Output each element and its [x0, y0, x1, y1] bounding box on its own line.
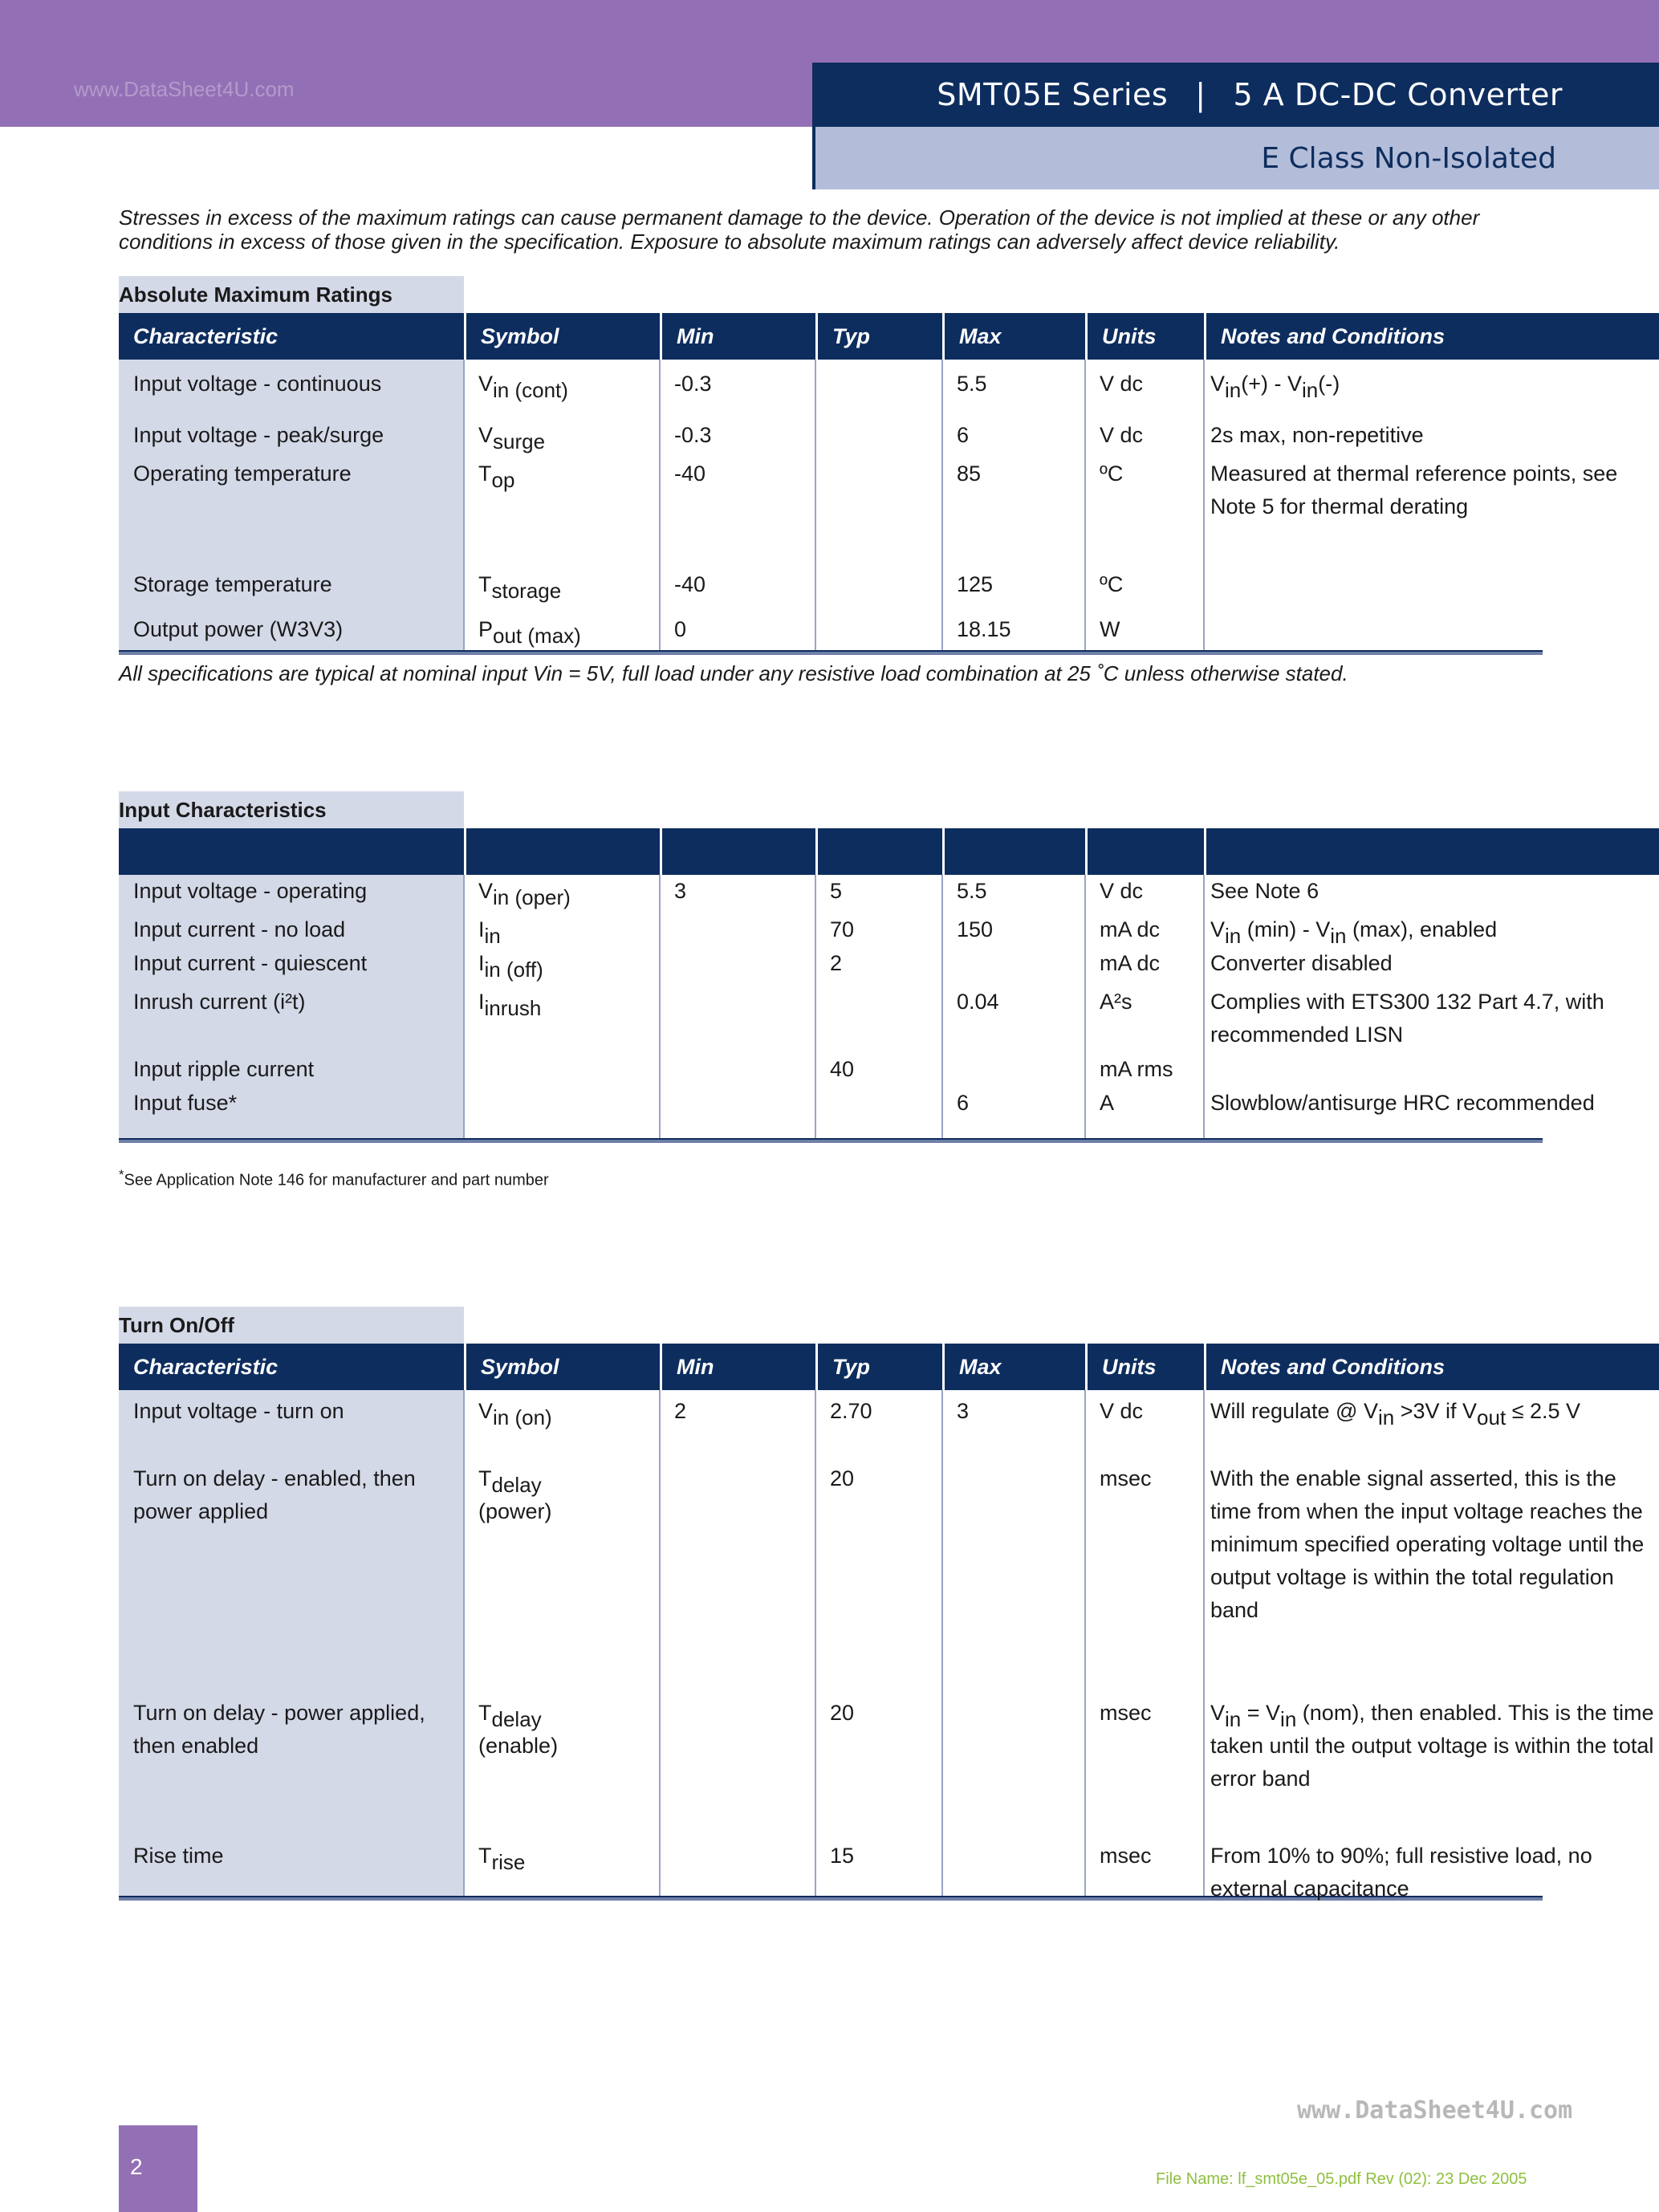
typ-cell: 70 [830, 917, 855, 941]
symbol-cell: $T_{op}$ [478, 462, 515, 492]
table-row [119, 368, 1659, 419]
col-units: Units [1085, 1344, 1204, 1390]
max-cell: 18.15 [957, 617, 1011, 641]
header-separator: | [1195, 77, 1206, 112]
col-max: Max [942, 1344, 1085, 1390]
table-row [119, 1395, 1659, 1462]
notes-cell: Slowblow/antisurge HRC recommended [1210, 1091, 1595, 1115]
symbol-cell: $T_{delay}$ (power) [478, 1466, 552, 1523]
min-cell [660, 1087, 815, 1138]
symbol-cell: $V_{in (cont)}$ [478, 372, 568, 402]
table-row [119, 613, 1659, 650]
typ-cell: 2.70 [830, 1399, 872, 1423]
col-symbol: Symbol [464, 313, 660, 360]
max-cell: 6 [957, 1091, 970, 1115]
characteristic-cell: Storage temperature [133, 572, 332, 596]
col-characteristic: Characteristic [133, 323, 279, 348]
notes-cell: See Note 6 [1210, 879, 1319, 903]
symbol-cell [464, 1053, 660, 1087]
min-cell [660, 947, 815, 986]
table-header-row [119, 828, 1659, 875]
symbol-cell: $V_{in (on)}$ [478, 1399, 552, 1429]
abs-max-section [119, 276, 1618, 655]
col-max: Max [942, 313, 1085, 360]
table-row [119, 457, 1659, 568]
typ-cell: 2 [830, 951, 843, 975]
characteristic-cell: Input voltage - continuous [133, 372, 382, 396]
section-label: Absolute Maximum Ratings [119, 276, 464, 313]
notes-cell: From 10% to 90%; full resistive load, no external capacitance [1210, 1844, 1592, 1901]
units-cell: A²s [1100, 990, 1132, 1014]
max-cell: 150 [957, 917, 994, 941]
col-units: Units [1085, 313, 1204, 360]
typ-cell: 15 [830, 1844, 855, 1868]
min-cell: -0.3 [674, 423, 712, 447]
max-cell [942, 1462, 1085, 1697]
col-typ: Typ [815, 313, 942, 360]
table-row [119, 568, 1659, 613]
table-bottom-rule [119, 650, 1543, 655]
notes-cell: Complies with ETS300 132 Part 4.7, with recommended LISN [1210, 990, 1604, 1047]
table-row [119, 947, 1659, 986]
product-name: 5 A DC-DC Converter [1233, 77, 1563, 112]
notes-cell: Converter disabled [1210, 951, 1393, 975]
characteristic-cell: Inrush current (i²t) [133, 990, 306, 1014]
table-row [119, 913, 1659, 947]
max-cell [942, 1697, 1085, 1840]
col-notes: Notes and Conditions [1204, 1344, 1659, 1390]
typ-cell [815, 1087, 942, 1138]
typ-cell: 40 [830, 1057, 855, 1081]
characteristic-cell: Input voltage - operating [133, 879, 368, 903]
min-cell: 3 [674, 879, 687, 903]
notes-cell: With the enable signal asserted, this is the time from when the input voltage reaches the minimum specified operating voltage until the output voltage is within the total regulation band [1210, 1466, 1645, 1622]
min-cell: 0 [674, 617, 687, 641]
typ-cell [815, 368, 942, 419]
col-notes: Notes and Conditions [1204, 313, 1659, 360]
characteristic-cell: Output power (W3V3) [133, 617, 344, 641]
table-bottom-rule [119, 1138, 1543, 1143]
max-cell: 5.5 [957, 372, 987, 396]
symbol-cell: $V_{in (oper)}$ [478, 879, 571, 909]
abs-max-note: All specifications are typical at nominal input Vin = 5V, full load under any resistive load combination at 25 ˚C unless otherwise stated. [119, 661, 1348, 685]
symbol-cell: $I_{in (off)}$ [478, 951, 543, 982]
max-cell: 5.5 [957, 879, 987, 903]
notes-cell: $V_{in} = V_{in}$ (nom), then enabled. This is the time taken until the output voltage is within the total error band [1210, 1701, 1654, 1791]
max-cell: 125 [957, 572, 994, 596]
notes-cell: 2s max, non-repetitive [1210, 423, 1424, 447]
typ-cell: 5 [830, 879, 843, 903]
max-cell: 0.04 [957, 990, 999, 1014]
table-header-row [119, 1344, 1659, 1390]
table-body [119, 1390, 1654, 1901]
typ-cell [815, 419, 942, 457]
intro-paragraph: Stresses in excess of the maximum ratings can cause permanent damage to the device. Operation of the device is not implied at these or any other conditions in excess of those given in the specification. Exposure to absolute maximum ratings can adversely affect device reliability. [119, 205, 1480, 254]
units-cell: ºC [1100, 462, 1124, 486]
col-characteristic: Characteristic [133, 1354, 279, 1379]
typ-cell: 20 [830, 1701, 855, 1725]
table-row [119, 1462, 1659, 1697]
table-row [119, 1840, 1659, 1901]
table-body [119, 875, 1604, 1138]
page-number: 2 [119, 2125, 197, 2212]
min-cell: 2 [674, 1399, 687, 1423]
input-footnote: *See Application Note 146 for manufacturer and part number [119, 1167, 549, 1189]
units-cell: A [1100, 1091, 1115, 1115]
symbol-cell: $I_{inrush}$ [478, 990, 542, 1020]
characteristic-cell: Input current - no load [133, 917, 346, 941]
section-label: Turn On/Off [119, 1307, 464, 1344]
units-cell: mA dc [1100, 951, 1161, 975]
units-cell: msec [1100, 1466, 1152, 1490]
characteristic-cell: Operating temperature [133, 462, 352, 486]
characteristic-cell: Turn on delay - power applied, then enabled [133, 1701, 425, 1758]
min-cell [660, 1053, 815, 1087]
characteristic-cell: Input voltage - turn on [133, 1399, 344, 1423]
col-symbol: Symbol [464, 1344, 660, 1390]
max-cell [942, 1840, 1085, 1905]
units-cell: W [1100, 617, 1120, 641]
series-name: SMT05E Series [937, 77, 1169, 112]
notes-cell [1204, 568, 1659, 613]
characteristic-cell: Input voltage - peak/surge [133, 423, 384, 447]
symbol-cell: $P_{out (max)}$ [478, 617, 581, 648]
footer-watermark: www.DataSheet4U.com [1297, 2096, 1573, 2125]
min-cell: -0.3 [674, 372, 712, 396]
table-row [119, 875, 1659, 913]
min-cell [660, 1840, 815, 1905]
col-min: Min [660, 313, 815, 360]
symbol-cell: $T_{delay}$ (enable) [478, 1701, 559, 1758]
typ-cell [815, 568, 942, 613]
notes-cell: Will regulate @ $V_{in} >3V$ if $V_{out} \le 2.5$ V [1210, 1399, 1581, 1429]
units-cell: mA dc [1100, 917, 1161, 941]
min-cell: -40 [674, 462, 706, 486]
notes-cell: $V_{in}(+) - V_{in}(-)$ [1210, 372, 1340, 402]
table-header-row [119, 313, 1659, 360]
notes-cell [1204, 613, 1659, 650]
max-cell [942, 947, 1085, 986]
symbol-cell: $T_{storage}$ [478, 572, 562, 603]
footer-file-name: File Name: lf_smt05e_05.pdf Rev (02): 23 Dec 2005 [1156, 2170, 1527, 2188]
characteristic-cell: Input fuse* [133, 1091, 238, 1115]
min-cell [660, 986, 815, 1053]
table-row [119, 1697, 1659, 1840]
max-cell [942, 1053, 1085, 1087]
units-cell: msec [1100, 1701, 1152, 1725]
typ-cell: 20 [830, 1466, 855, 1490]
symbol-cell: $T_{rise}$ [478, 1844, 526, 1874]
table-row [119, 1087, 1659, 1138]
max-cell: 6 [957, 423, 970, 447]
col-min: Min [660, 1344, 815, 1390]
units-cell: V dc [1100, 372, 1144, 396]
typ-cell [815, 613, 942, 650]
min-cell [660, 913, 815, 947]
header-subtitle: E Class Non-Isolated [812, 127, 1659, 189]
min-cell [660, 1462, 815, 1697]
table-row [119, 1053, 1659, 1087]
notes-cell: Measured at thermal reference points, see Note 5 for thermal derating [1210, 462, 1618, 518]
characteristic-cell: Rise time [133, 1844, 224, 1868]
input-section [119, 791, 1604, 1143]
notes-cell: $V_{in}$ $(\min) - V_{in}$ (max), enabled [1210, 917, 1498, 948]
units-cell: msec [1100, 1844, 1152, 1868]
characteristic-cell: Input current - quiescent [133, 951, 368, 975]
characteristic-cell: Turn on delay - enabled, then power applied [133, 1466, 416, 1523]
units-cell: V dc [1100, 879, 1144, 903]
units-cell: V dc [1100, 423, 1144, 447]
header-watermark: www.DataSheet4U.com [74, 77, 295, 101]
max-cell: 85 [957, 462, 982, 486]
typ-cell [815, 986, 942, 1053]
symbol-cell: $V_{surge}$ [478, 423, 546, 453]
table-row [119, 986, 1659, 1053]
units-cell: mA rms [1100, 1057, 1173, 1081]
symbol-cell [464, 1087, 660, 1138]
typ-cell [815, 457, 942, 568]
symbol-cell: $I_{in}$ [478, 917, 501, 948]
characteristic-cell: Input ripple current [133, 1057, 315, 1081]
min-cell [660, 1697, 815, 1840]
min-cell: -40 [674, 572, 706, 596]
table-row [119, 419, 1659, 457]
units-cell: ºC [1100, 572, 1124, 596]
header-title-box [812, 63, 1659, 127]
col-typ: Typ [815, 1344, 942, 1390]
turn-section [119, 1307, 1654, 1901]
table-body [119, 360, 1618, 650]
notes-cell [1204, 1053, 1659, 1087]
section-label: Input Characteristics [119, 791, 464, 828]
units-cell: V dc [1100, 1399, 1144, 1423]
max-cell: 3 [957, 1399, 970, 1423]
